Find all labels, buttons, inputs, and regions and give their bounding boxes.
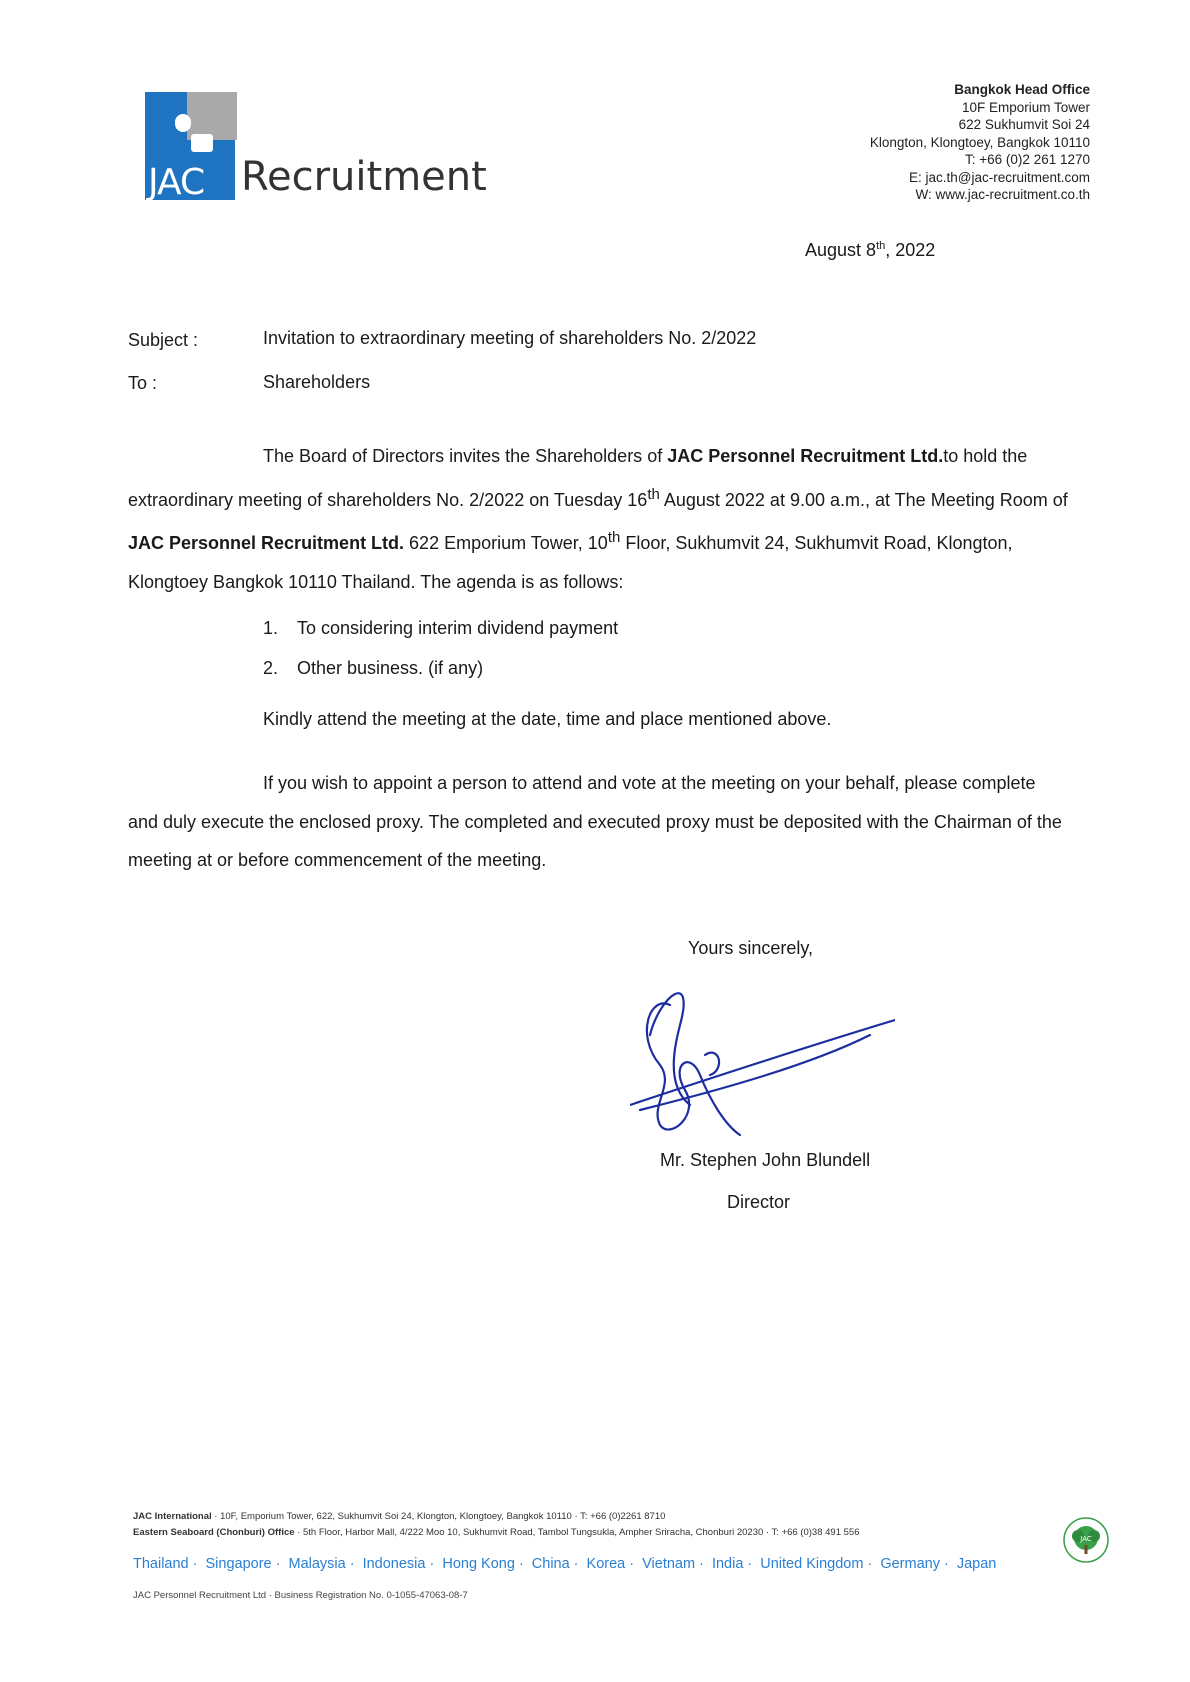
- separator: ·: [629, 1556, 635, 1572]
- para-text: Floor, Sukhumvit 24, Sukhumvit Road, Klongton, Klongtoey Bangkok 10110 Thailand. The agenda is as follows:: [128, 533, 1013, 592]
- country: Singapore: [205, 1556, 272, 1572]
- separator: ·: [518, 1556, 524, 1572]
- company-name: JAC Personnel Recruitment Ltd.: [667, 446, 944, 466]
- country: United Kingdom: [760, 1556, 864, 1572]
- logo-puzzle-notch: [175, 114, 191, 132]
- para-text: The Board of Directors invites the Shareholders of: [263, 446, 668, 466]
- office-line: 622 Sukhumvit Soi 24: [958, 117, 1090, 132]
- office-website: W: www.jac-recruitment.co.th: [915, 187, 1090, 202]
- office-line: Klongton, Klongtoey, Bangkok 10110: [869, 134, 1090, 150]
- signer-name: Mr. Stephen John Blundell: [660, 1150, 871, 1170]
- agenda-text: Other business. (if any): [297, 658, 484, 678]
- country: Hong Kong: [442, 1556, 515, 1572]
- ordinal: th: [607, 529, 621, 546]
- seal-text: JAC: [1080, 1535, 1092, 1543]
- para-text: August 2022 at 9.00 a.m., at The Meeting Room of: [659, 489, 1068, 510]
- office-email: E: jac.th@jac-recruitment.com: [908, 169, 1090, 185]
- logo-grey-puzzle-piece: [187, 92, 237, 140]
- separator: ·: [867, 1556, 873, 1572]
- footer-address-chonburi: [133, 1527, 859, 1538]
- separator: ·: [275, 1556, 281, 1572]
- subject-label: Subject :: [128, 330, 199, 350]
- country: Malaysia: [288, 1556, 346, 1572]
- country: Indonesia: [362, 1556, 426, 1572]
- separator: ·: [429, 1556, 435, 1572]
- footer-text: · 10F, Emporium Tower, 622, Sukhumvit Soi 24, Klongton, Klongtoey, Bangkok 10110 · T: +66 (0)2261 8710: [211, 1511, 666, 1522]
- date-year: , 2022: [885, 240, 936, 260]
- business-registration: JAC Personnel Recruitment Ltd · Business Registration No. 0-1055-47063-08-7: [133, 1590, 468, 1601]
- date-ordinal: th: [876, 240, 886, 252]
- tree-seal-icon: [1063, 1517, 1109, 1563]
- para-text: to hold the extraordinary meeting of shareholders No. 2/2022 on Tuesday 16: [128, 446, 1028, 510]
- country: Thailand: [133, 1556, 189, 1572]
- office-line: 10F Emporium Tower: [961, 99, 1090, 115]
- country: China: [531, 1556, 570, 1572]
- office-phone: T: +66 (0)2 261 1270: [965, 152, 1090, 167]
- footer-address-international: [133, 1511, 665, 1522]
- office-title: Bangkok Head Office: [954, 82, 1090, 97]
- separator: ·: [747, 1556, 753, 1572]
- country: India: [711, 1556, 744, 1572]
- para-text: 622 Emporium Tower, 10: [404, 533, 608, 553]
- country: Germany: [880, 1556, 940, 1572]
- ordinal: th: [647, 485, 660, 503]
- separator: ·: [349, 1556, 355, 1572]
- closing-salutation: Yours sincerely,: [688, 938, 814, 958]
- signature-stroke: [630, 993, 895, 1135]
- country: Vietnam: [642, 1556, 696, 1572]
- agenda-number: 2.: [263, 658, 279, 678]
- para-text: If you wish to appoint a person to attend and vote at the meeting on your behalf, please complete and duly execute the enclosed proxy. The completed and executed proxy must be deposited with the Chairman of the meeting at or before commencement of the meeting.: [128, 773, 1062, 870]
- logo-mark-text: JAC: [148, 162, 205, 203]
- country: Korea: [586, 1556, 626, 1572]
- agenda-item: [263, 608, 618, 648]
- invitation-paragraph: [128, 437, 1068, 601]
- footer-label: JAC International: [133, 1511, 212, 1522]
- logo-puzzle-notch: [191, 134, 213, 152]
- to-text: Shareholders: [263, 372, 371, 392]
- proxy-paragraph: [128, 764, 1068, 880]
- logo-wordmark: Recruitment: [241, 154, 487, 200]
- separator: ·: [192, 1556, 198, 1572]
- agenda-number: 1.: [263, 618, 279, 638]
- country: Japan: [956, 1556, 997, 1572]
- separator: ·: [573, 1556, 579, 1572]
- to-label: To :: [128, 373, 158, 393]
- office-address-block: [870, 81, 1090, 204]
- date-text: August 8: [805, 240, 877, 260]
- footer-text: · 5th Floor, Harbor Mall, 4/222 Moo 10, Sukhumvit Road, Tambol Tungsukla, Ampher Sriracha, Chonburi 20230 · T: +66 (0)38 491 556: [294, 1527, 860, 1538]
- letter-date: [805, 240, 935, 261]
- company-logo: [145, 92, 490, 207]
- country-list: [133, 1556, 996, 1572]
- subject-text: Invitation to extraordinary meeting of shareholders No. 2/2022: [263, 328, 757, 348]
- handwritten-signature: [630, 975, 895, 1145]
- agenda-text: To considering interim dividend payment: [297, 618, 619, 638]
- company-name: JAC Personnel Recruitment Ltd.: [128, 533, 405, 553]
- separator: ·: [699, 1556, 704, 1572]
- agenda-list: [263, 608, 618, 688]
- agenda-item: [263, 648, 618, 688]
- signer-title: Director: [727, 1192, 791, 1212]
- separator: ·: [943, 1556, 949, 1572]
- attendance-paragraph: Kindly attend the meeting at the date, time and place mentioned above.: [263, 709, 832, 729]
- footer-label: Eastern Seaboard (Chonburi) Office: [133, 1527, 295, 1538]
